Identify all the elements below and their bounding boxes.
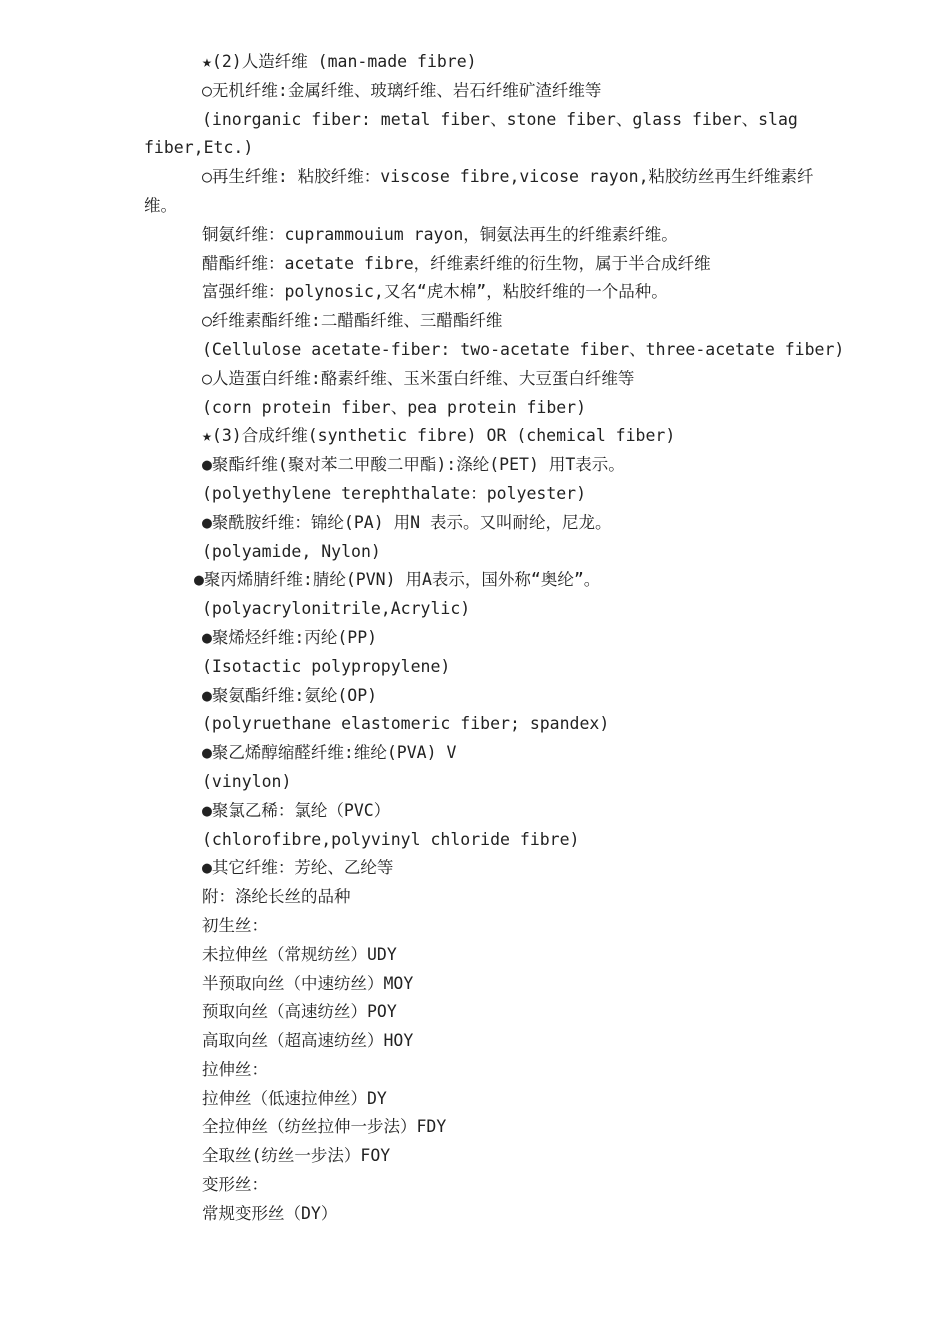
text-line: 高取向丝（超高速纺丝）HOY [202,1031,414,1051]
text-line: 全拉伸丝（纺丝拉伸一步法）FDY [202,1117,447,1137]
text-line: 未拉伸丝（常规纺丝）UDY [202,944,397,964]
text-line: ○再生纤维: 粘胶纤维：viscose fibre,vicose rayon,粘胶纺丝再生纤维素纤 [202,167,814,187]
text-line: (Cellulose acetate-fiber: two-acetate fiber、three-acetate fiber) [202,339,845,359]
heading-man-made-fibre: ★(2)人造纤维 (man-made fibre) [202,52,477,71]
text-line: 全取丝(纺丝一步法）FOY [202,1146,391,1166]
text-line: ●聚烯烃纤维:丙纶(PP) [202,627,378,647]
text-line: ●聚氯乙稀：氯纶（PVC） [202,800,391,820]
text-line: fiber,Etc.) [144,138,254,158]
text-line: ●聚丙烯腈纤维:腈纶(PVN) 用A表示，国外称“奥纶”。 [194,570,601,590]
heading-synthetic-fibre: ★(3)合成纤维(synthetic fibre) OR (chemical fiber) [202,426,676,446]
text-line: 半预取向丝（中速纺丝）MOY [202,973,414,993]
text-line: (polyethylene terephthalate：polyester) [202,483,587,503]
text-line: 富强纤维：polynosic,又名“虎木棉”，粘胶纤维的一个品种。 [202,282,668,302]
text-line: (vinylon) [202,771,292,791]
text-line: 预取向丝（高速纺丝）POY [202,1002,397,1022]
text-line: 拉伸丝（低速拉伸丝）DY [202,1088,387,1108]
text-line: (inorganic fiber: metal fiber、stone fiber、glass fiber、slag [202,109,798,129]
text-line: (polyruethane elastomeric fiber; spandex) [202,714,610,734]
text-line: (Isotactic polypropylene) [202,656,451,676]
text-line: 常规变形丝（DY） [202,1203,338,1223]
text-line: ○无机纤维:金属纤维、玻璃纤维、岩石纤维矿渣纤维等 [202,80,602,100]
document-body [144,48,874,1229]
text-line: 醋酯纤维：acetate fibre，纤维素纤维的衍生物，属于半合成纤维 [202,253,711,273]
text-line: 维。 [144,195,177,215]
text-line: (polyacrylonitrile,Acrylic) [202,599,471,619]
text-line: ○纤维素酯纤维:二醋酯纤维、三醋酯纤维 [202,311,503,331]
text-line: ●其它纤维：芳纶、乙纶等 [202,858,394,878]
text-line: ○人造蛋白纤维:酪素纤维、玉米蛋白纤维、大豆蛋白纤维等 [202,368,635,388]
text-line: ●聚酯纤维(聚对苯二甲酸二甲酯):涤纶(PET) 用T表示。 [202,455,625,475]
text-line: 附：涤纶长丝的品种 [202,887,351,907]
text-line: (chlorofibre,polyvinyl chloride fibre) [202,829,580,849]
text-line: (polyamide, Nylon) [202,541,381,561]
text-line: ●聚氨酯纤维:氨纶(OP) [202,685,378,705]
text-line: ●聚酰胺纤维：锦纶(PA) 用N 表示。又叫耐纶，尼龙。 [202,512,612,532]
text-line: 初生丝： [202,915,268,935]
text-line: ●聚乙烯醇缩醛纤维:维纶(PVA) V [202,743,457,763]
text-line: 拉伸丝： [202,1059,268,1079]
text-line: 铜氨纤维：cuprammouium rayon，铜氨法再生的纤维素纤维。 [202,224,678,244]
text-line: 变形丝： [202,1175,268,1195]
text-line: (corn protein fiber、pea protein fiber) [202,397,587,417]
